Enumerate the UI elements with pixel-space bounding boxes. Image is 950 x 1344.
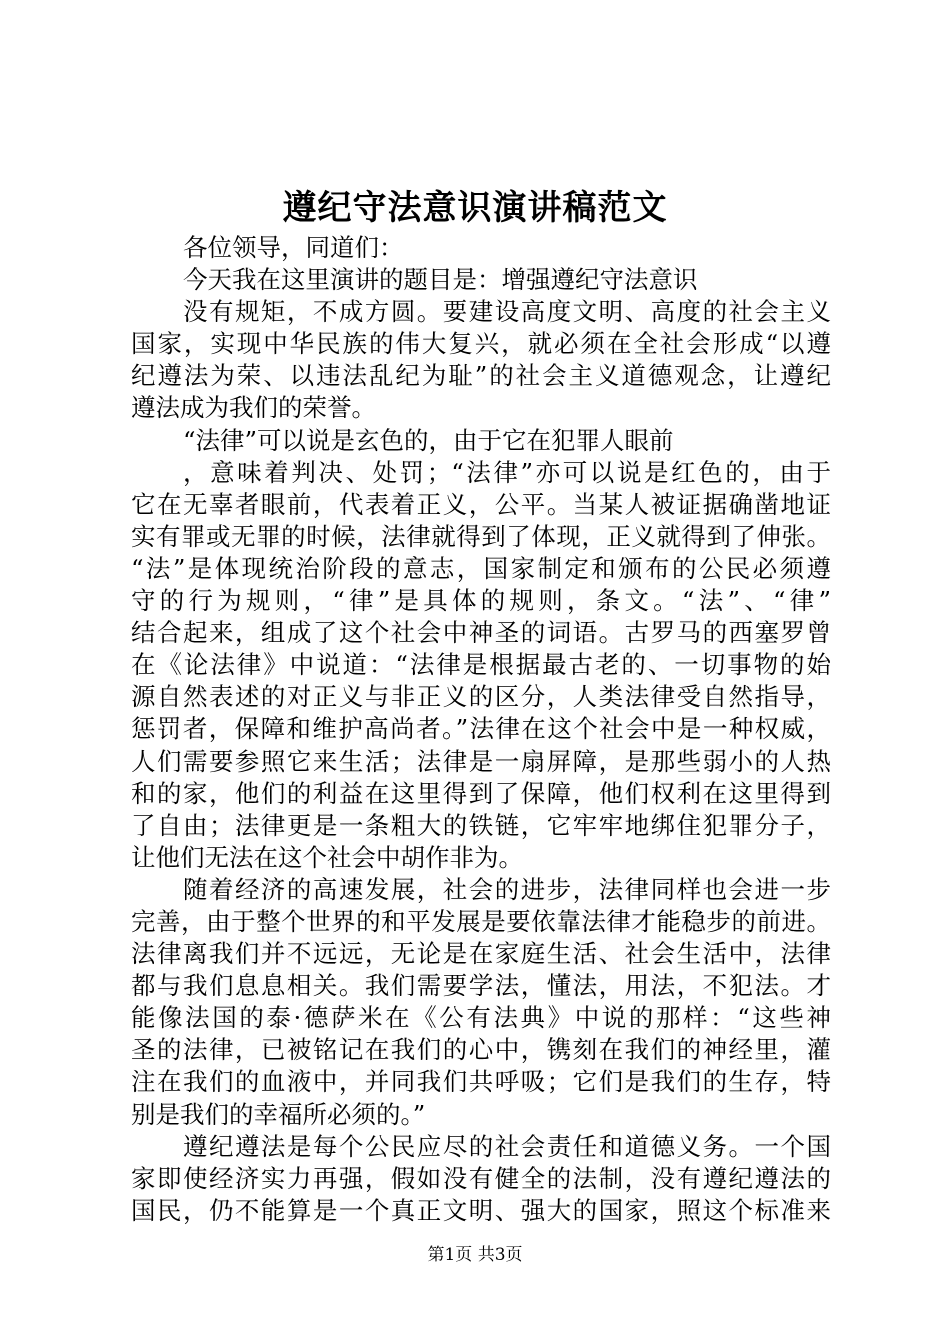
document-body: [131, 232, 831, 1227]
document-title: 遵纪守法意识演讲稿范文: [282, 188, 668, 228]
body-text-line: 源自然表述的对正义与非正义的区分，人类法律受自然指导，: [131, 682, 831, 712]
body-text-line: 纪遵法为荣、以违法乱纪为耻”的社会主义道德观念，让遵纪: [131, 361, 831, 391]
body-text-line: 了自由；法律更是一条粗大的铁链，它牢牢地绑住犯罪分子，: [131, 810, 831, 840]
body-text-line: 完善，由于整个世界的和平发展是要依靠法律才能稳步的前进。: [131, 906, 831, 936]
body-text-line: 国家，实现中华民族的伟大复兴，就必须在全社会形成“以遵: [131, 329, 831, 359]
body-text-line: 人们需要参照它来生活；法律是一扇屏障，是那些弱小的人热: [131, 746, 831, 776]
body-text-line: “法律”可以说是玄色的，由于它在犯罪人眼前: [183, 425, 674, 455]
body-text-line: 在《论法律》中说道：“法律是根据最古老的、一切事物的始: [131, 650, 831, 680]
body-text-line: 没有规矩，不成方圆。要建设高度文明、高度的社会主义: [183, 297, 831, 327]
body-text-line: 让他们无法在这个社会中胡作非为。: [131, 842, 523, 872]
body-text-line: 它在无辜者眼前，代表着正义，公平。当某人被证据确凿地证: [131, 489, 831, 519]
body-text-line: 家即使经济实力再强，假如没有健全的法制，没有遵纪遵法的: [131, 1163, 831, 1193]
body-text-line: 法律离我们并不远远，无论是在家庭生活、社会生活中，法律: [131, 939, 831, 969]
body-text-line: 国民，仍不能算是一个真正文明、强大的国家，照这个标准来: [131, 1195, 831, 1225]
body-text-line: 守的行为规则，“律”是具体的规则，条文。“法”、“律”: [131, 586, 831, 616]
body-text-line: ，意味着判决、处罚；“法律”亦可以说是红色的，由于: [183, 457, 831, 487]
body-text-line: 都与我们息息相关。我们需要学法，懂法，用法，不犯法。才: [131, 971, 831, 1001]
body-text-line: “法”是体现统治阶段的意志，国家制定和颁布的公民必须遵: [131, 553, 831, 583]
body-text-line: 别是我们的幸福所必须的。”: [131, 1099, 426, 1129]
body-text-line: 今天我在这里演讲的题目是：增强遵纪守法意识: [183, 265, 698, 295]
body-text-line: 注在我们的血液中，并同我们共呼吸；它们是我们的生存，特: [131, 1067, 831, 1097]
body-text-line: 遵法成为我们的荣誉。: [131, 393, 376, 423]
body-text-line: 和的家，他们的利益在这里得到了保障，他们权利在这里得到: [131, 778, 831, 808]
body-text-line: 实有罪或无罪的时候，法律就得到了体现，正义就得到了伸张。: [131, 521, 831, 551]
body-text-line: 结合起来，组成了这个社会中神圣的词语。古罗马的西塞罗曾: [131, 618, 831, 648]
body-text-line: 能像法国的泰·德萨米在《公有法典》中说的那样：“这些神: [131, 1003, 831, 1033]
body-text-line: 各位领导，同道们：: [183, 233, 404, 262]
body-text-line: 随着经济的高速发展，社会的进步，法律同样也会进一步: [183, 874, 831, 904]
body-text-line: 遵纪遵法是每个公民应尽的社会责任和道德义务。一个国: [183, 1131, 831, 1161]
body-text-line: 惩罚者，保障和维护高尚者。”法律在这个社会中是一种权威，: [131, 714, 831, 744]
page-footer: 第1页 共3页: [427, 1245, 523, 1265]
body-text-line: 圣的法律，已被铭记在我们的心中，镌刻在我们的神经里，灌: [131, 1035, 831, 1065]
